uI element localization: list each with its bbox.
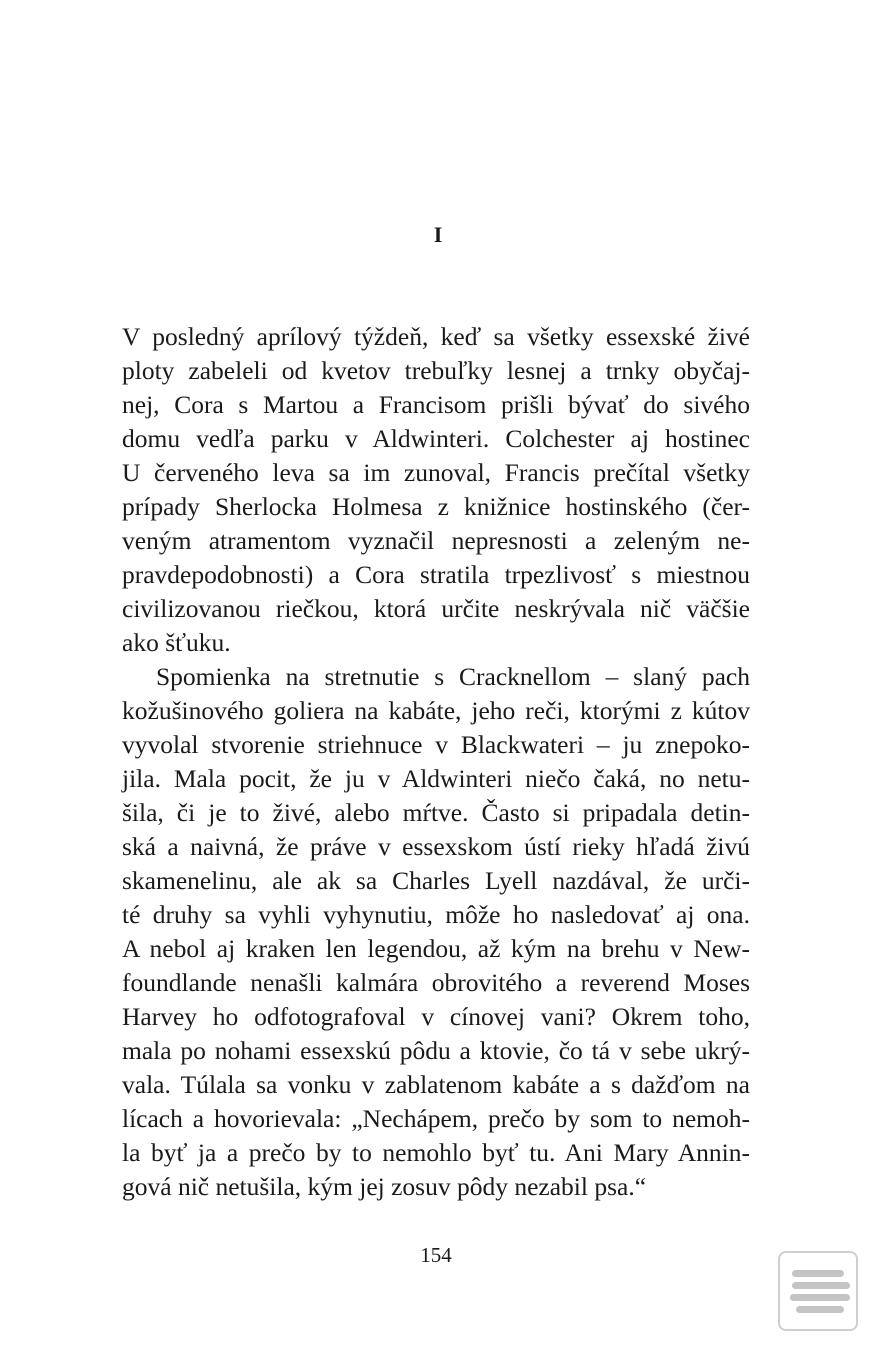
text-line: gová nič netušila, kým jej zosuv pôdy nezabil psa.“ bbox=[122, 1172, 647, 1201]
text-line: la byť ja a prečo by to nemohlo byť tu. Ani Mary Annin- bbox=[122, 1138, 750, 1167]
text-line: Spomienka na stretnutie s Cracknellom – slaný pach bbox=[156, 662, 750, 691]
text-line: foundlande nenašli kalmára obrovitého a reverend Moses bbox=[122, 968, 750, 997]
text-line: vyvolal stvorenie striehnuce v Blackwateri – ju znepoko- bbox=[122, 730, 750, 759]
text-line: skamenelinu, ale ak sa Charles Lyell nazdával, že urči- bbox=[122, 866, 750, 895]
chapter-number: I bbox=[433, 222, 444, 247]
text-line: nej, Cora s Martou a Francisom prišli bývať do sivého bbox=[122, 390, 750, 419]
text-line: šila, či je to živé, alebo mŕtve. Často si pripadala detin- bbox=[122, 798, 750, 827]
text-line: civilizovanou riečkou, ktorá určite neskrývala nič väčšie bbox=[122, 594, 750, 623]
text-line: kožušinového goliera na kabáte, jeho reči, ktorými z kútov bbox=[122, 696, 750, 725]
text-line: U červeného leva sa im zunoval, Francis prečítal všetky bbox=[122, 458, 750, 487]
text-line: veným atramentom vyznačil nepresnosti a zeleným ne- bbox=[122, 526, 750, 555]
text-line: ská a naivná, že práve v essexskom ústí rieky hľadá živú bbox=[122, 832, 750, 861]
text-line: A nebol aj kraken len legendou, až kým na brehu v New- bbox=[122, 934, 750, 963]
menu-button[interactable] bbox=[778, 1251, 858, 1331]
text-line: domu vedľa parku v Aldwinteri. Colchester aj hostinec bbox=[122, 424, 750, 453]
text-line: jila. Mala pocit, že ju v Aldwinteri niečo čaká, no netu- bbox=[122, 764, 750, 793]
text-line: vala. Túlala sa vonku v zablatenom kabáte a s dažďom na bbox=[122, 1070, 750, 1099]
text-line: té druhy sa vyhli vyhynutiu, môže ho nasledovať aj ona. bbox=[122, 900, 750, 929]
text-line: V posledný aprílový týždeň, keď sa všetky essexské živé bbox=[122, 322, 750, 351]
body-text bbox=[122, 320, 750, 1204]
text-line: ploty zabeleli od kvetov trebuľky lesnej a trnky obyčaj- bbox=[122, 356, 750, 385]
text-line: pravdepodobnosti) a Cora stratila trpezlivosť s miestnou bbox=[122, 560, 750, 589]
text-line: lícach a hovorievala: „Nechápem, prečo by som to nemoh- bbox=[122, 1104, 750, 1133]
page-number: 154 bbox=[420, 1243, 452, 1267]
text-line: ako šťuku. bbox=[122, 628, 231, 657]
text-line: prípady Sherlocka Holmesa z knižnice hostinského (čer- bbox=[122, 492, 750, 521]
text-line: Harvey ho odfotografoval v cínovej vani? Okrem toho, bbox=[122, 1002, 750, 1031]
text-line: mala po nohami essexskú pôdu a ktovie, čo tá v sebe ukrý- bbox=[122, 1036, 750, 1065]
